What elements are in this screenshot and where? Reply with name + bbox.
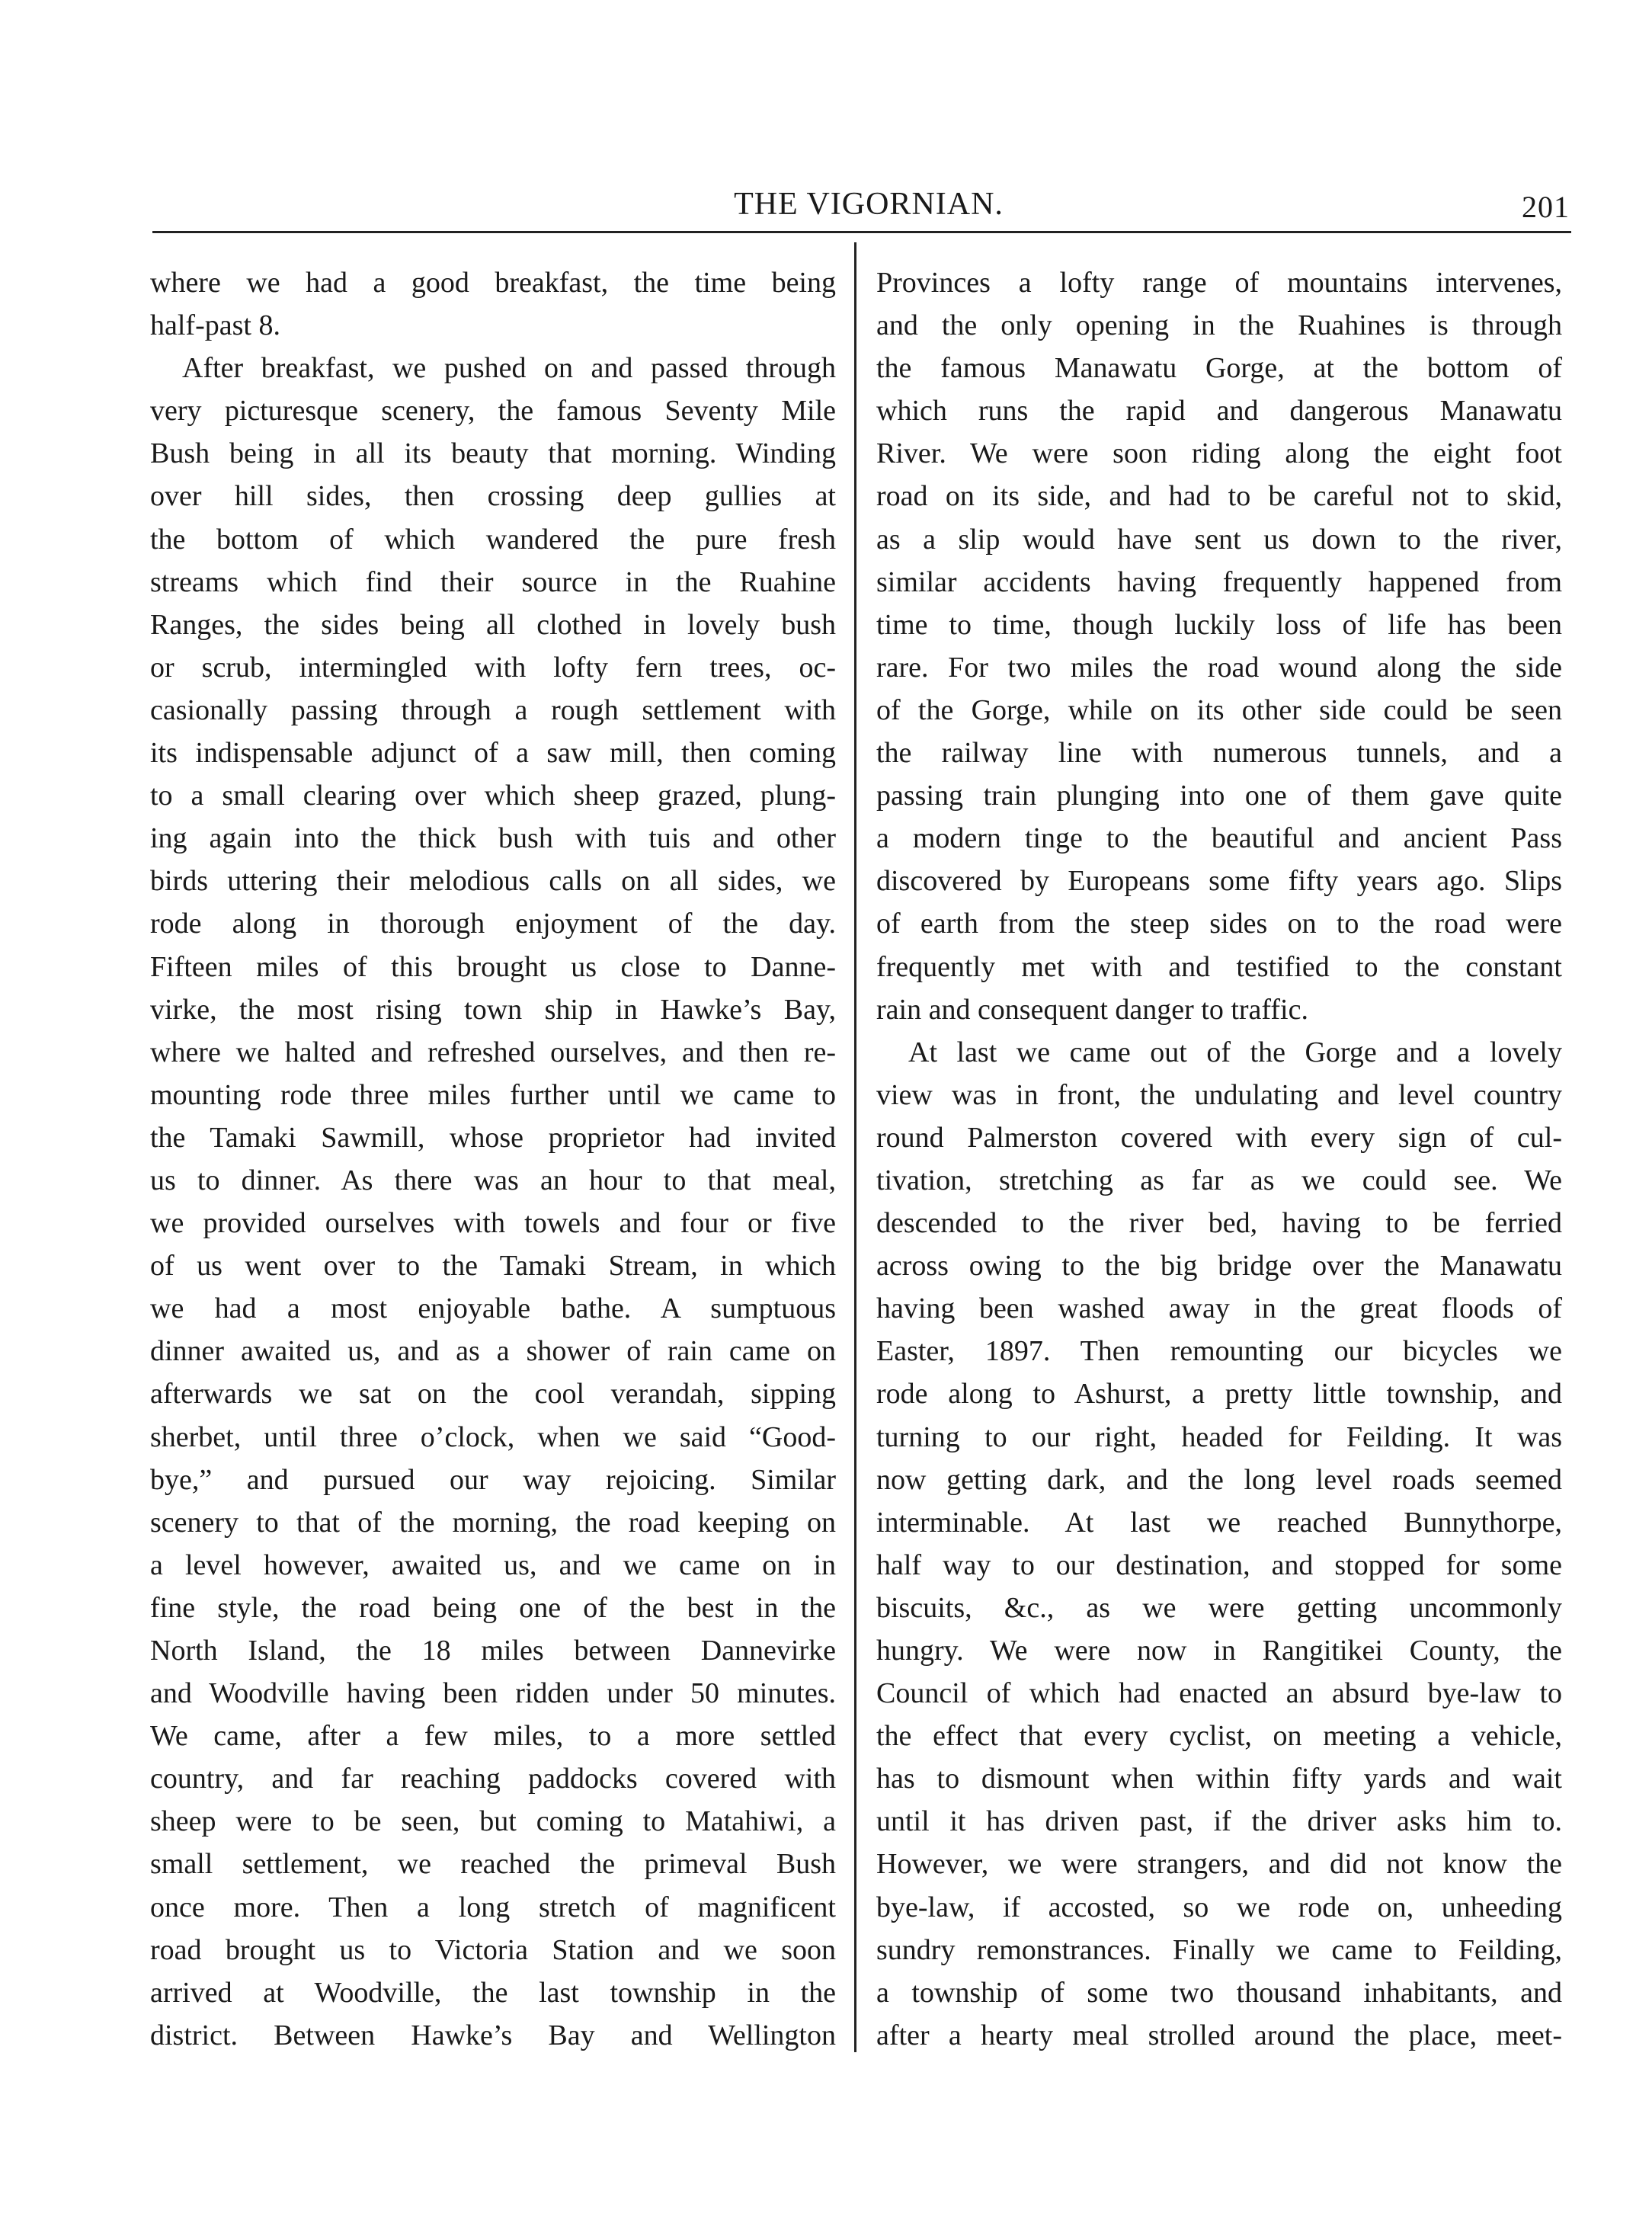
text-line: Easter, 1897. Then remounting our bicycles we bbox=[876, 1335, 1562, 1368]
text-line: and the only opening in the Ruahines is through bbox=[876, 309, 1562, 342]
text-line: now getting dark, and the long level roads seemed bbox=[876, 1463, 1562, 1496]
page-number: 201 bbox=[1522, 190, 1570, 224]
text-line: descended to the river bed, having to be ferried bbox=[876, 1207, 1562, 1240]
text-line: turning to our right, headed for Feilding. It was bbox=[876, 1420, 1562, 1453]
text-line: sheep were to be seen, but coming to Matahiwi, a bbox=[150, 1805, 836, 1838]
text-line: virke, the most rising town ship in Hawke’s Bay, bbox=[150, 993, 836, 1026]
text-line: similar accidents having frequently happened from bbox=[876, 565, 1562, 598]
text-line: the Tamaki Sawmill, whose proprietor had invited bbox=[150, 1121, 836, 1154]
text-line: the effect that every cyclist, on meeting a vehicle, bbox=[876, 1720, 1562, 1753]
text-line: half way to our destination, and stopped for some bbox=[876, 1548, 1562, 1581]
text-line: birds uttering their melodious calls on all sides, we bbox=[150, 865, 836, 898]
text-line: hungry. We were now in Rangitikei County, the bbox=[876, 1635, 1562, 1667]
text-line: view was in front, the undulating and level country bbox=[876, 1078, 1562, 1111]
text-line: scenery to that of the morning, the road keeping on bbox=[150, 1506, 836, 1539]
left-column bbox=[150, 261, 836, 2057]
text-line: frequently met with and testified to the constant bbox=[876, 950, 1562, 983]
text-line: We came, after a few miles, to a more settled bbox=[150, 1720, 836, 1753]
text-line: interminable. At last we reached Bunnythorpe, bbox=[876, 1506, 1562, 1539]
text-line: tivation, stretching as far as we could see. We bbox=[876, 1164, 1562, 1196]
text-line: fine style, the road being one of the best in the bbox=[150, 1591, 836, 1624]
text-line: across owing to the big bridge over the Manawatu bbox=[876, 1250, 1562, 1283]
text-line: However, we were strangers, and did not know the bbox=[876, 1848, 1562, 1881]
text-line: half-past 8. bbox=[150, 309, 280, 342]
text-line: a modern tinge to the beautiful and ancient Pass bbox=[876, 822, 1562, 855]
text-line: ing again into the thick bush with tuis and other bbox=[150, 822, 836, 855]
publication-title: THE VIGORNIAN. bbox=[734, 187, 1004, 222]
column-divider bbox=[854, 242, 856, 2052]
text-line: or scrub, intermingled with lofty fern trees, oc- bbox=[150, 651, 836, 684]
text-line: At last we came out of the Gorge and a lovely bbox=[908, 1036, 1562, 1068]
text-line: the bottom of which wandered the pure fresh bbox=[150, 523, 836, 556]
text-line: Ranges, the sides being all clothed in lovely bush bbox=[150, 608, 836, 641]
text-line: dinner awaited us, and as a shower of rain came on bbox=[150, 1335, 836, 1368]
text-line: very picturesque scenery, the famous Seventy Mile bbox=[150, 395, 836, 428]
right-column bbox=[876, 261, 1562, 2057]
text-line: we provided ourselves with towels and four or five bbox=[150, 1207, 836, 1240]
text-line: Bush being in all its beauty that morning. Winding bbox=[150, 437, 836, 470]
header-rule bbox=[152, 231, 1571, 233]
text-line: rode along to Ashurst, a pretty little township, and bbox=[876, 1378, 1562, 1411]
text-line: Fifteen miles of this brought us close to Danne- bbox=[150, 950, 836, 983]
text-line: us to dinner. As there was an hour to that meal, bbox=[150, 1164, 836, 1196]
text-line: bye-law, if accosted, so we rode on, unheeding bbox=[876, 1891, 1562, 1923]
text-line: after a hearty meal strolled around the place, meet- bbox=[876, 2019, 1562, 2051]
text-line: Provinces a lofty range of mountains intervenes, bbox=[876, 267, 1562, 299]
text-line: a level however, awaited us, and we came on in bbox=[150, 1548, 836, 1581]
text-line: and Woodville having been ridden under 50 minutes. bbox=[150, 1677, 836, 1710]
text-line: rode along in thorough enjoyment of the day. bbox=[150, 908, 836, 940]
text-line: of us went over to the Tamaki Stream, in which bbox=[150, 1250, 836, 1283]
running-head bbox=[152, 181, 1585, 227]
text-line: the famous Manawatu Gorge, at the bottom of bbox=[876, 352, 1562, 385]
text-line: its indispensable adjunct of a saw mill, then coming bbox=[150, 737, 836, 770]
text-line: road brought us to Victoria Station and we soon bbox=[150, 1933, 836, 1966]
text-line: once more. Then a long stretch of magnificent bbox=[150, 1891, 836, 1923]
text-line: bye,” and pursued our way rejoicing. Similar bbox=[150, 1463, 836, 1496]
text-line: arrived at Woodville, the last township in the bbox=[150, 1976, 836, 2009]
text-line: passing train plunging into one of them gave quite bbox=[876, 780, 1562, 812]
text-line: district. Between Hawke’s Bay and Wellington bbox=[150, 2019, 836, 2051]
text-line: until it has driven past, if the driver asks him to. bbox=[876, 1805, 1562, 1838]
text-line: discovered by Europeans some fifty years ago. Slips bbox=[876, 865, 1562, 898]
text-line: sherbet, until three o’clock, when we said “Good- bbox=[150, 1420, 836, 1453]
text-line: of the Gorge, while on its other side could be seen bbox=[876, 693, 1562, 726]
text-line: small settlement, we reached the primeval Bush bbox=[150, 1848, 836, 1881]
text-line: round Palmerston covered with every sign of cul- bbox=[876, 1121, 1562, 1154]
text-line: has to dismount when within fifty yards and wait bbox=[876, 1763, 1562, 1795]
text-line: road on its side, and had to be careful not to skid, bbox=[876, 480, 1562, 513]
text-line: over hill sides, then crossing deep gullies at bbox=[150, 480, 836, 513]
text-line: time to time, though luckily loss of life has been bbox=[876, 608, 1562, 641]
text-line: After breakfast, we pushed on and passed through bbox=[182, 352, 836, 385]
text-line: the railway line with numerous tunnels, and a bbox=[876, 737, 1562, 770]
text-line: North Island, the 18 miles between Dannevirke bbox=[150, 1635, 836, 1667]
text-line: which runs the rapid and dangerous Manawatu bbox=[876, 395, 1562, 428]
text-line: country, and far reaching paddocks covered with bbox=[150, 1763, 836, 1795]
text-line: rain and consequent danger to traffic. bbox=[876, 993, 1308, 1026]
text-line: streams which find their source in the Ruahine bbox=[150, 565, 836, 598]
text-line: casionally passing through a rough settlement with bbox=[150, 693, 836, 726]
text-line: where we had a good breakfast, the time being bbox=[150, 267, 836, 299]
text-line: as a slip would have sent us down to the river, bbox=[876, 523, 1562, 556]
text-line: having been washed away in the great floods of bbox=[876, 1292, 1562, 1325]
text-line: River. We were soon riding along the eight foot bbox=[876, 437, 1562, 470]
text-line: rare. For two miles the road wound along the side bbox=[876, 651, 1562, 684]
text-line: Council of which had enacted an absurd bye-law to bbox=[876, 1677, 1562, 1710]
text-line: we had a most enjoyable bathe. A sumptuous bbox=[150, 1292, 836, 1325]
text-line: biscuits, &c., as we were getting uncommonly bbox=[876, 1591, 1562, 1624]
text-line: afterwards we sat on the cool verandah, sipping bbox=[150, 1378, 836, 1411]
text-line: of earth from the steep sides on to the road were bbox=[876, 908, 1562, 940]
text-line: a township of some two thousand inhabitants, and bbox=[876, 1976, 1562, 2009]
text-line: to a small clearing over which sheep grazed, plung- bbox=[150, 780, 836, 812]
text-line: where we halted and refreshed ourselves, and then re- bbox=[150, 1036, 836, 1068]
text-line: mounting rode three miles further until we came to bbox=[150, 1078, 836, 1111]
text-line: sundry remonstrances. Finally we came to Feilding, bbox=[876, 1933, 1562, 1966]
